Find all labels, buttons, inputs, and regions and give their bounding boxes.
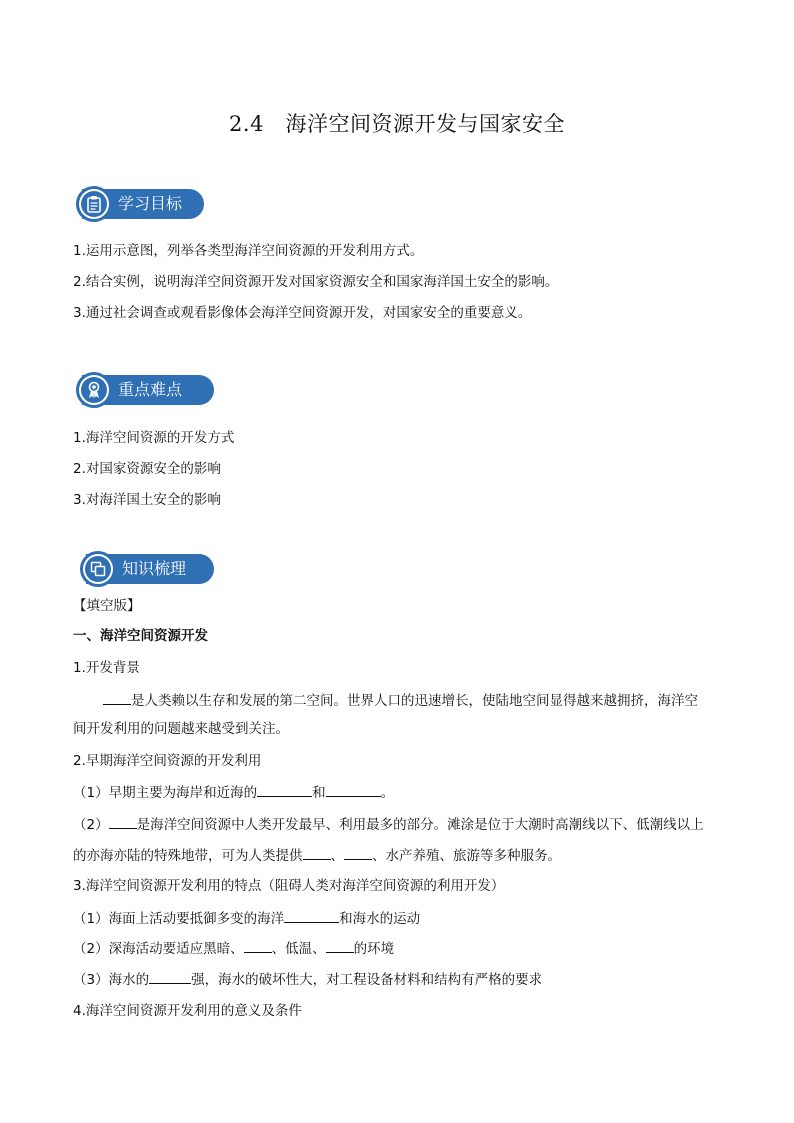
fill-blank[interactable] — [326, 938, 354, 953]
paragraph-line: （1）海面上活动要抵御多变的海洋 和海水的运动 — [73, 908, 420, 929]
fill-blank[interactable] — [284, 908, 339, 923]
objective-item: 2.结合实例，说明海洋空间资源开发对国家资源安全和国家海洋国土安全的影响。 — [73, 274, 559, 290]
subsection-heading: 4.海洋空间资源开发利用的意义及条件 — [73, 1003, 302, 1019]
paragraph-line: （3）海水的 强，海水的破坏性大，对工程设备材料和结构有严格的要求 — [73, 969, 542, 990]
clipboard-icon — [86, 195, 102, 213]
section-heading-knowledge: 知识梳理 — [122, 559, 187, 578]
fill-blank[interactable] — [103, 690, 131, 705]
section-badge-objectives — [76, 186, 206, 222]
paragraph-line: 间开发利用的问题越来越受到关注。 — [73, 721, 289, 737]
section-badge-keypoints — [76, 372, 216, 408]
fill-blank[interactable] — [257, 782, 312, 797]
keypoint-item: 3.对海洋国土安全的影响 — [73, 492, 221, 508]
section-heading-keypoints: 重点难点 — [118, 380, 183, 399]
paragraph-line: （2） 是海洋空间资源中人类开发最早、利用最多的部分。滩涂是位于大潮时高潮线以下、低潮线以上 — [73, 814, 704, 835]
fill-blank[interactable] — [244, 938, 272, 953]
fill-blank[interactable] — [109, 814, 137, 829]
subsection-heading: 1.开发背景 — [73, 660, 140, 676]
section-heading-objectives: 学习目标 — [118, 194, 183, 213]
keypoint-item: 2.对国家资源安全的影响 — [73, 461, 221, 477]
paragraph-line: （1）早期主要为海岸和近海的 和 。 — [73, 782, 394, 803]
keypoint-item: 1.海洋空间资源的开发方式 — [73, 430, 235, 446]
objective-item: 1.运用示意图，列举各类型海洋空间资源的开发利用方式。 — [73, 243, 424, 259]
award-ribbon-icon — [86, 381, 102, 399]
version-label: 【填空版】 — [73, 598, 141, 614]
page-title: 2.4 海洋空间资源开发与国家安全 — [229, 112, 565, 136]
paragraph-line: 的亦海亦陆的特殊地带，可为人类提供 、 、水产养殖、旅游等多种服务。 — [73, 845, 561, 866]
paragraph-line: 是人类赖以生存和发展的第二空间。世界人口的迅速增长，使陆地空间显得越来越拥挤，海洋空 — [103, 690, 698, 711]
fill-blank[interactable] — [303, 845, 331, 860]
objective-item: 3.通过社会调查或观看影像体会海洋空间资源开发，对国家安全的重要意义。 — [73, 305, 532, 321]
fill-blank[interactable] — [326, 782, 381, 797]
section-badge-knowledge — [80, 551, 215, 587]
part-heading: 一、海洋空间资源开发 — [73, 628, 208, 644]
copy-pages-icon — [90, 561, 106, 577]
fill-blank[interactable] — [344, 845, 372, 860]
subsection-heading: 3.海洋空间资源开发利用的特点（阻碍人类对海洋空间资源的利用开发） — [73, 878, 505, 894]
subsection-heading: 2.早期海洋空间资源的开发利用 — [73, 753, 262, 769]
paragraph-line: （2）深海活动要适应黑暗、 、低温、 的环境 — [73, 938, 394, 959]
fill-blank[interactable] — [149, 969, 191, 984]
